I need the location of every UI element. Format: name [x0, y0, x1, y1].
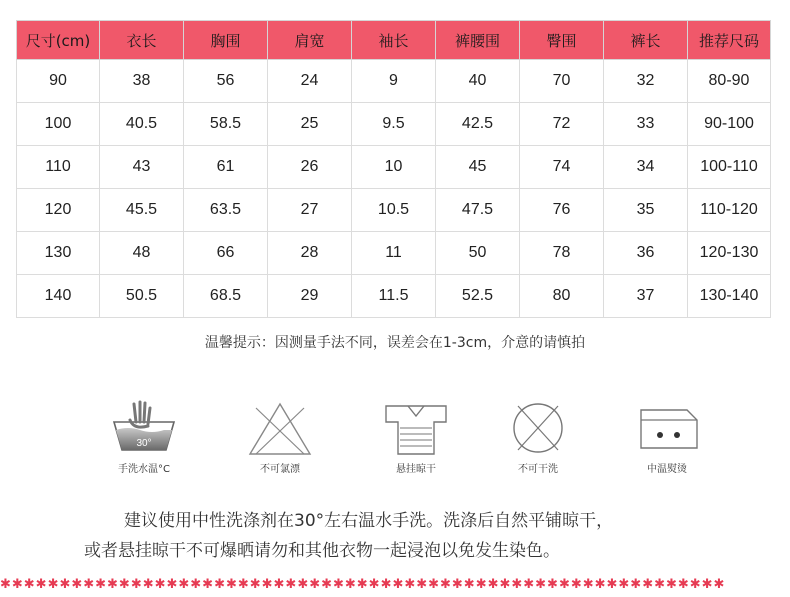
header-length: 衣长 — [100, 21, 184, 60]
wash-temperature: 30° — [136, 438, 152, 449]
care-no-dry-clean — [488, 400, 588, 475]
decorative-star-border: ✱✱✱✱✱✱✱✱✱✱✱✱✱✱✱✱✱✱✱✱✱✱✱✱✱✱✱✱✱✱✱✱✱✱✱✱✱✱✱✱✱✱✱✱✱✱✱✱✱✱✱✱✱✱✱✱✱✱✱✱✱ — [0, 578, 726, 592]
hang-dry-icon — [376, 400, 456, 456]
table-cell: 130 — [17, 232, 100, 275]
care-hang-dry — [366, 400, 466, 475]
table-cell: 76 — [520, 189, 604, 232]
header-chest: 胸围 — [184, 21, 268, 60]
care-label: 不可干洗 — [518, 464, 558, 475]
table-cell: 35 — [604, 189, 688, 232]
table-cell: 37 — [604, 275, 688, 318]
care-label: 不可氯漂 — [260, 464, 300, 475]
care-hand-wash — [94, 400, 194, 475]
table-cell: 80-90 — [688, 60, 771, 103]
table-cell: 25 — [268, 103, 352, 146]
header-recommended: 推荐尺码 — [688, 21, 771, 60]
table-cell: 74 — [520, 146, 604, 189]
size-chart-table — [16, 20, 771, 318]
table-cell: 110-120 — [688, 189, 771, 232]
table-cell: 45 — [436, 146, 520, 189]
no-bleach-icon — [240, 400, 320, 456]
table-cell: 34 — [604, 146, 688, 189]
table-cell: 32 — [604, 60, 688, 103]
table-cell: 47.5 — [436, 189, 520, 232]
table-cell: 40.5 — [100, 103, 184, 146]
table-cell: 40 — [436, 60, 520, 103]
table-cell: 140 — [17, 275, 100, 318]
care-note-line-1: 建议使用中性洗涤剂在30°左右温水手洗。洗涤后自然平铺晾干， — [124, 511, 614, 531]
table-cell: 63.5 — [184, 189, 268, 232]
table-cell: 26 — [268, 146, 352, 189]
table-cell: 36 — [604, 232, 688, 275]
table-cell: 72 — [520, 103, 604, 146]
table-cell: 68.5 — [184, 275, 268, 318]
header-shoulder: 肩宽 — [268, 21, 352, 60]
table-cell: 28 — [268, 232, 352, 275]
table-cell: 50 — [436, 232, 520, 275]
hand-wash-icon — [104, 400, 184, 456]
table-cell: 9.5 — [352, 103, 436, 146]
table-cell: 43 — [100, 146, 184, 189]
table-cell: 52.5 — [436, 275, 520, 318]
table-row — [17, 146, 771, 189]
table-cell: 80 — [520, 275, 604, 318]
table-row — [17, 60, 771, 103]
header-waist: 裤腰围 — [436, 21, 520, 60]
table-header-row — [17, 21, 771, 60]
table-cell: 90 — [17, 60, 100, 103]
table-cell: 11.5 — [352, 275, 436, 318]
iron-medium-icon — [627, 400, 707, 456]
table-cell: 90-100 — [688, 103, 771, 146]
care-label: 悬挂晾干 — [396, 464, 436, 475]
table-row — [17, 275, 771, 318]
table-cell: 9 — [352, 60, 436, 103]
table-cell: 10 — [352, 146, 436, 189]
table-cell: 38 — [100, 60, 184, 103]
table-cell: 33 — [604, 103, 688, 146]
table-cell: 24 — [268, 60, 352, 103]
table-cell: 10.5 — [352, 189, 436, 232]
table-row — [17, 103, 771, 146]
table-cell: 120-130 — [688, 232, 771, 275]
care-note-line-2: 或者悬挂晾干不可爆晒请勿和其他衣物一起浸泡以免发生染色。 — [84, 541, 560, 561]
table-cell: 56 — [184, 60, 268, 103]
header-size: 尺寸(cm) — [17, 21, 100, 60]
table-cell: 100-110 — [688, 146, 771, 189]
table-cell: 70 — [520, 60, 604, 103]
table-cell: 48 — [100, 232, 184, 275]
table-cell: 50.5 — [100, 275, 184, 318]
table-cell: 29 — [268, 275, 352, 318]
care-label: 中温熨烫 — [647, 464, 687, 475]
table-cell: 120 — [17, 189, 100, 232]
table-row — [17, 232, 771, 275]
table-cell: 61 — [184, 146, 268, 189]
care-no-bleach — [230, 400, 330, 475]
measurement-tip: 温馨提示：因测量手法不同，误差会在1-3cm，介意的请慎拍 — [204, 335, 586, 351]
table-cell: 78 — [520, 232, 604, 275]
table-cell: 58.5 — [184, 103, 268, 146]
table-cell: 27 — [268, 189, 352, 232]
no-tumble-dry-icon — [498, 400, 578, 456]
table-cell: 100 — [17, 103, 100, 146]
care-iron-medium — [617, 400, 717, 475]
table-cell: 45.5 — [100, 189, 184, 232]
table-cell: 42.5 — [436, 103, 520, 146]
table-cell: 66 — [184, 232, 268, 275]
header-pants-length: 裤长 — [604, 21, 688, 60]
table-row — [17, 189, 771, 232]
header-hip: 臀围 — [520, 21, 604, 60]
header-sleeve: 袖长 — [352, 21, 436, 60]
table-cell: 11 — [352, 232, 436, 275]
table-cell: 130-140 — [688, 275, 771, 318]
care-label: 手洗水温°C — [118, 464, 170, 475]
table-cell: 110 — [17, 146, 100, 189]
